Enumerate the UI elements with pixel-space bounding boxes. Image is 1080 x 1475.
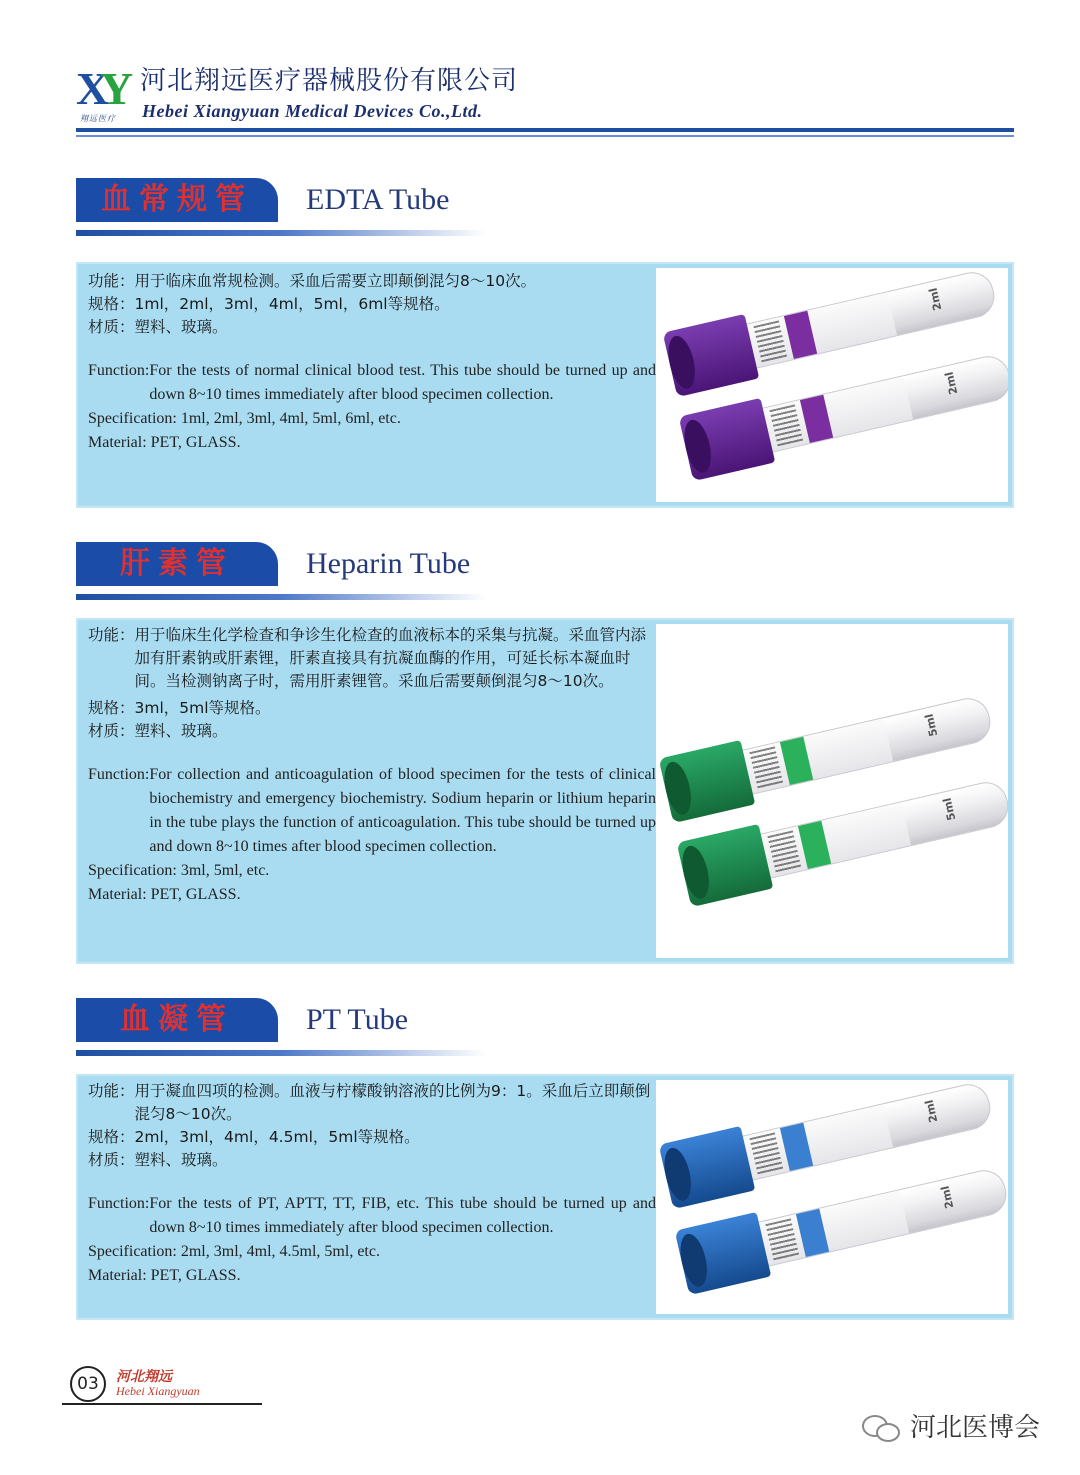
- material-cn: 材质： 塑料、玻璃。: [88, 1151, 228, 1169]
- pt-tube-1: 2ml: [659, 1080, 1001, 1209]
- function-en: Function: For collection and anticoagulation of blood specimen for the tests of clinical biochemistry and emergency biochemistry. Sodium heparin or lithium heparin in the tube plays the function of anticoagulation. This tube should be turned up and down 8~10 times after blood specimen collection.: [88, 766, 656, 855]
- company-name-en: Hebei Xiangyuan Medical Devices Co.,Ltd.: [142, 101, 483, 121]
- section-title-en: Heparin Tube: [306, 547, 471, 580]
- section-title-en: PT Tube: [306, 1003, 409, 1036]
- spec-en: Specification: 3ml, 5ml, etc.: [88, 862, 270, 879]
- material-cn: 材质： 塑料、玻璃。: [88, 318, 228, 336]
- section-heading-edta: [76, 178, 496, 240]
- logo-subtitle: 翔远医疗: [80, 114, 116, 123]
- section-underline: [76, 594, 486, 600]
- page-number: 03: [70, 1366, 106, 1402]
- material-cn: 材质： 塑料、玻璃。: [88, 722, 228, 740]
- header-divider: [76, 128, 1014, 132]
- pt-tube-2: 2ml: [675, 1155, 1008, 1295]
- function-cn: 功能： 用于临床生化学检查和争诊生化检查的血液标本的采集与抗凝。采血管内添加有肝素钠或肝素锂，肝素直接具有抗凝血酶的作用，可延长标本凝血时间。当检测钠离子时，需用肝素锂管。采血后需要颠倒混匀8～10次。: [88, 626, 647, 690]
- function-cn: 功能： 用于凝血四项的检测。血液与柠檬酸钠溶液的比例为9：1。采血后立即颠倒混匀8～10次。: [88, 1082, 651, 1123]
- section-title-cn: 血凝管: [76, 998, 278, 1042]
- company-name-cn: 河北翔远医疗器械股份有限公司: [140, 66, 519, 96]
- spec-en: Specification: 2ml, 3ml, 4ml, 4.5ml, 5ml, etc.: [88, 1243, 380, 1260]
- wechat-icon: [862, 1413, 902, 1443]
- section-title-cn: 血常规管: [76, 178, 278, 222]
- heparin-tube-1: 5ml: [659, 683, 1001, 823]
- section-heading-heparin: [76, 542, 496, 604]
- section-heading-pt: [76, 998, 496, 1060]
- function-cn: 功能： 用于临床血常规检测。采血后需要立即颠倒混匀8～10次。: [88, 272, 537, 290]
- function-en: Function: For the tests of PT, APTT, TT, FIB, etc. This tube should be turned up and down 8~10 times immediately after blood specimen collection.: [88, 1195, 656, 1236]
- function-en: Function: For the tests of normal clinical blood test. This tube should be turned up and down 8~10 times immediately after blood specimen collection.: [88, 362, 656, 403]
- section-title-en: EDTA Tube: [306, 183, 450, 216]
- product-photo-pt: [656, 1080, 1008, 1314]
- description: [88, 270, 656, 455]
- watermark: [862, 1410, 1040, 1446]
- heparin-tube-2: 5ml: [677, 767, 1008, 907]
- footer-brand-cn: 河北翔远: [116, 1369, 172, 1385]
- footer-rule: [62, 1403, 262, 1405]
- material-en: Material: PET, GLASS.: [88, 886, 241, 903]
- section-box-heparin: [76, 618, 1014, 964]
- footer-brand-en: Hebei Xiangyuan: [116, 1384, 200, 1398]
- description: [88, 624, 656, 907]
- material-en: Material: PET, GLASS.: [88, 1267, 241, 1284]
- edta-tube-1: 2ml: [663, 268, 1005, 397]
- section-box-pt: [76, 1074, 1014, 1320]
- spec-cn: 规格： 3ml，5ml等规格。: [88, 699, 271, 717]
- company-logo: X Y 翔远医疗: [76, 63, 134, 123]
- spec-cn: 规格： 1ml，2ml，3ml，4ml，5ml，6ml等规格。: [88, 295, 450, 313]
- edta-tube-2: 2ml: [679, 341, 1008, 481]
- material-en: Material: PET, GLASS.: [88, 434, 241, 451]
- spec-cn: 规格： 2ml，3ml，4ml，4.5ml，5ml等规格。: [88, 1128, 420, 1146]
- page-header: [0, 0, 1080, 140]
- header-divider-thin: [76, 135, 1014, 137]
- section-underline: [76, 230, 486, 236]
- spec-en: Specification: 1ml, 2ml, 3ml, 4ml, 5ml, 6ml, etc.: [88, 410, 401, 427]
- product-photo-heparin: [656, 624, 1008, 958]
- section-underline: [76, 1050, 486, 1056]
- watermark-text: 河北医博会: [910, 1413, 1041, 1443]
- description: [88, 1080, 656, 1288]
- section-box-edta: [76, 262, 1014, 508]
- product-photo-edta: [656, 268, 1008, 502]
- section-title-cn: 肝素管: [76, 542, 278, 586]
